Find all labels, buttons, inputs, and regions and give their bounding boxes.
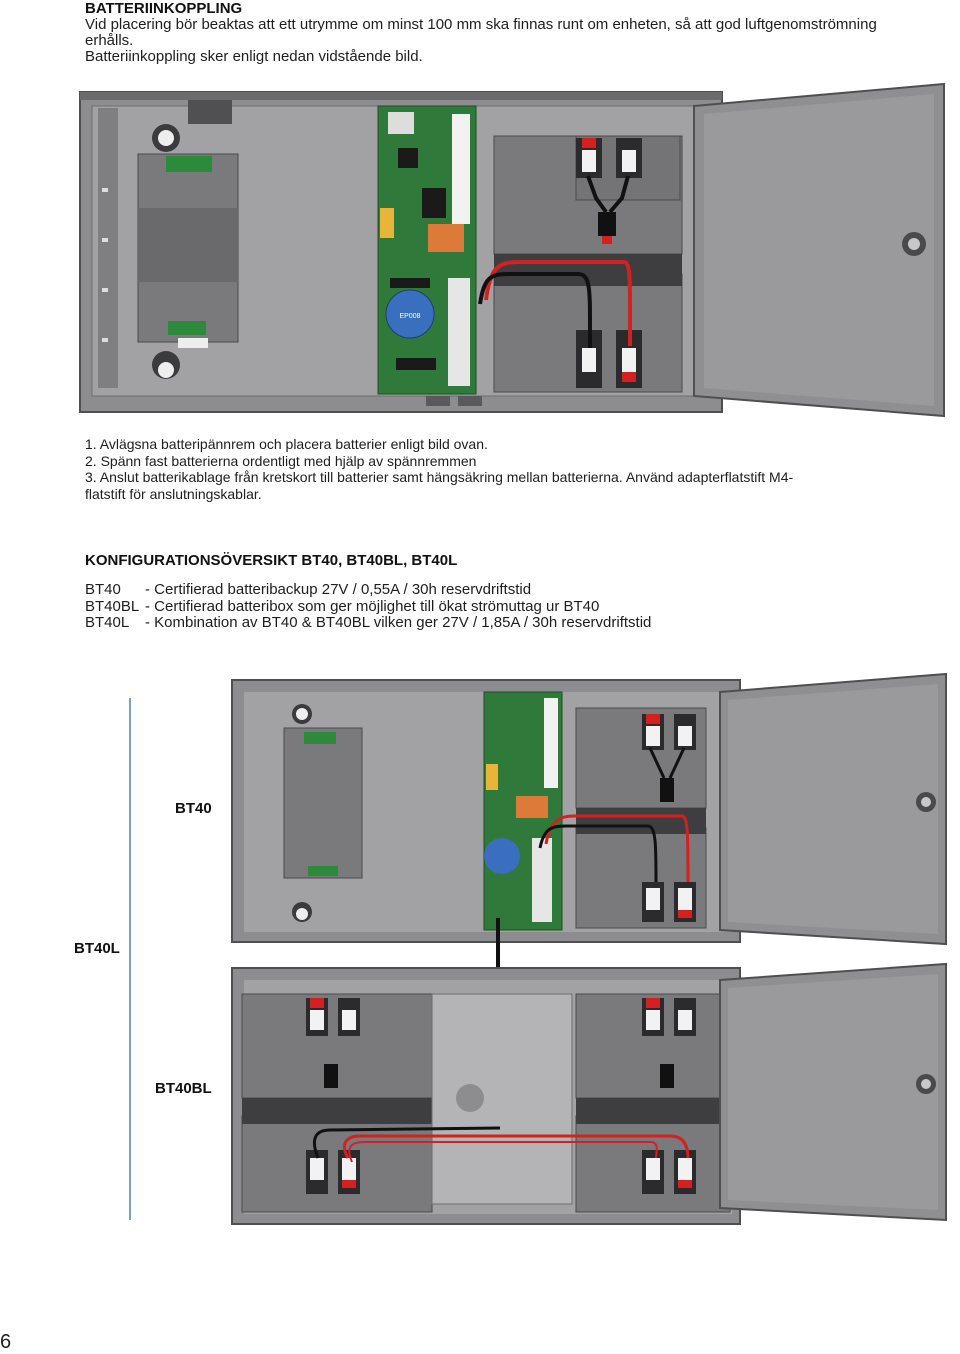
bt40bl-cabinet: [232, 964, 946, 1224]
battery-upper: [494, 136, 682, 254]
config-code: BT40: [85, 581, 121, 598]
step-item: 1. Avlägsna batteripännrem och placera batterier enligt bild ovan.: [85, 436, 488, 452]
step-item: 2. Spänn fast batterierna ordentligt med hjälp av spännremmen: [85, 452, 477, 469]
config-list: [85, 582, 651, 632]
intro-line: erhålls.: [85, 32, 134, 49]
bt40-cabinet: [232, 674, 946, 944]
configuration-diagram: [230, 668, 952, 1228]
intro-paragraph: [85, 17, 955, 65]
section-title-config: KONFIGURATIONSÖVERSIKT BT40, BT40BL, BT40L: [85, 552, 458, 569]
label-bt40bl: BT40BL: [155, 1080, 212, 1097]
page-number: 6: [0, 1331, 12, 1353]
circuit-board: [378, 106, 476, 394]
intro-line: Batteriinkoppling sker enligt nedan vidstående bild.: [85, 48, 423, 65]
config-desc: - Certifierad batteribackup 27V / 0,55A / 30h reservdriftstid: [145, 581, 532, 598]
mounting-hole-bottom: [152, 351, 180, 379]
power-supply-module: [138, 154, 238, 348]
config-item: [85, 582, 651, 599]
label-bt40: BT40: [175, 800, 212, 817]
config-item: [85, 599, 651, 616]
cabinet-door: [694, 84, 944, 416]
config-bracket-line: [129, 698, 131, 1220]
config-code: BT40BL: [85, 597, 140, 615]
section-title-battery: BATTERIINKOPPLING: [85, 0, 243, 17]
mounting-hole-top: [152, 124, 180, 152]
label-bt40l: BT40L: [74, 940, 120, 957]
config-desc: - Certifierad batteribox som ger möjlighet till ökat strömuttag ur BT40: [145, 597, 600, 615]
config-desc: - Kombination av BT40 & BT40BL vilken ger 27V / 1,85A / 30h reservdriftstid: [145, 614, 652, 631]
step-item: 3. Anslut batterikablage från kretskort till batterier samt hängsäkring mellan batterierna. Använd adapterflatstift M4-: [85, 469, 794, 485]
battery-connection-diagram: [78, 78, 958, 418]
instruction-steps: [85, 436, 945, 502]
top-bracket: [188, 100, 232, 124]
intro-line: Vid placering bör beaktas att ett utrymme om minst 100 mm ska finnas runt om enheten, så att god luftgenomströmning: [85, 16, 877, 33]
config-code: BT40L: [85, 614, 130, 631]
pcb-chip-label: EP008: [399, 313, 421, 320]
step-item: flatstift för anslutningskablar.: [85, 485, 262, 502]
fuse-holder: [598, 212, 616, 236]
config-item: [85, 615, 651, 632]
